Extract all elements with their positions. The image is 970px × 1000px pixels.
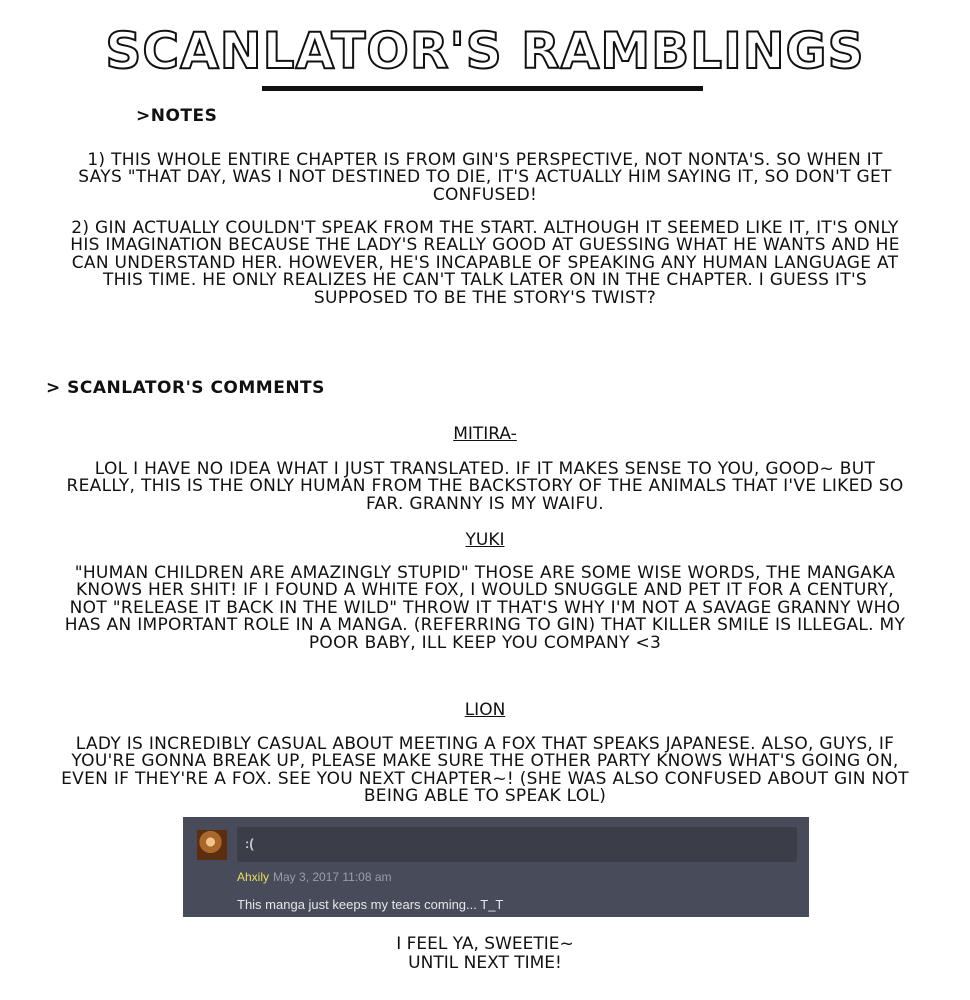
embedded-comment-card [183, 817, 809, 917]
avatar[interactable] [197, 830, 227, 860]
comment-input-box[interactable] [237, 827, 797, 862]
comments-heading: > SCANLATOR'S COMMENTS [46, 378, 325, 398]
comment-yuki: "HUMAN CHILDREN ARE AMAZINGLY STUPID" THOSE ARE SOME WISE WORDS, THE MANGAKA KNOWS HER SHIT! IF I FOUND A WHITE FOX, I WOULD SNUGGLE AND PET IT FOR A CENTURY, NOT "RELEASE IT BACK IN THE WILD" THROW IT THAT'S WHY I'M NOT A SAVAGE GRANNY WHO HAS AN IMPORTANT ROLE IN A MANGA. (REFERRING TO GIN) THAT KILLER SMILE IS ILLEGAL. MY POOR BABY, ILL KEEP YOU COMPANY <3 [64, 563, 906, 653]
comment-body: This manga just keeps my tears coming... T_T [237, 897, 504, 912]
closing-line-2: UNTIL NEXT TIME! [408, 953, 562, 973]
closing-line-1: I FEEL YA, SWEETIE~ [396, 934, 574, 954]
author-yuki: YUKI [465, 530, 505, 550]
comment-meta [237, 870, 392, 884]
comment-lion: LADY IS INCREDIBLY CASUAL ABOUT MEETING A FOX THAT SPEAKS JAPANESE. ALSO, GUYS, IF YOU'RE GONNA BREAK UP, PLEASE MAKE SURE THE OTHER PARTY KNOWS WHAT'S GOING ON, EVEN IF THEY'RE A FOX. SEE YOU NEXT CHAPTER~! (SHE WAS ALSO CONFUSED ABOUT GIN NOT BEING ABLE TO SPEAK LOL) [61, 734, 909, 807]
note-item-1: 1) THIS WHOLE ENTIRE CHAPTER IS FROM GIN'S PERSPECTIVE, NOT NONTA'S. SO WHEN IT SAYS "THAT DAY, WAS I NOT DESTINED TO DIE, IT'S ACTUALLY HIM SAYING IT, SO DON'T GET CONFUSED! [78, 150, 892, 205]
page-title: SCANLATOR'S RAMBLINGS [105, 22, 865, 80]
comment-input-text: :( [245, 836, 254, 851]
note-item-2: 2) GIN ACTUALLY COULDN'T SPEAK FROM THE START. ALTHOUGH IT SEEMED LIKE IT, IT'S ONLY HIS IMAGINATION BECAUSE THE LADY'S REALLY GOOD AT GUESSING WHAT HE WANTS AND HE CAN UNDERSTAND HER. HOWEVER, HE'S INCAPABLE OF SPEAKING ANY HUMAN LANGUAGE AT THIS TIME. HE ONLY REALIZES HE CAN'T TALK LATER ON IN THE CHAPTER. I GUESS IT'S SUPPOSED TO BE THE STORY'S TWIST? [70, 218, 900, 308]
comment-mitira: LOL I HAVE NO IDEA WHAT I JUST TRANSLATED. IF IT MAKES SENSE TO YOU, GOOD~ BUT REALLY, THIS IS THE ONLY HUMAN FROM THE BACKSTORY OF THE ANIMALS THAT I'VE LIKED SO FAR. GRANNY IS MY WAIFU. [66, 459, 904, 514]
comment-timestamp: May 3, 2017 11:08 am [273, 870, 392, 884]
title-underline [262, 86, 703, 91]
author-mitira: MITIRA- [453, 424, 517, 444]
comment-username[interactable]: Ahxily [237, 870, 270, 884]
notes-heading: >NOTES [136, 106, 218, 126]
author-lion: LION [464, 700, 506, 720]
